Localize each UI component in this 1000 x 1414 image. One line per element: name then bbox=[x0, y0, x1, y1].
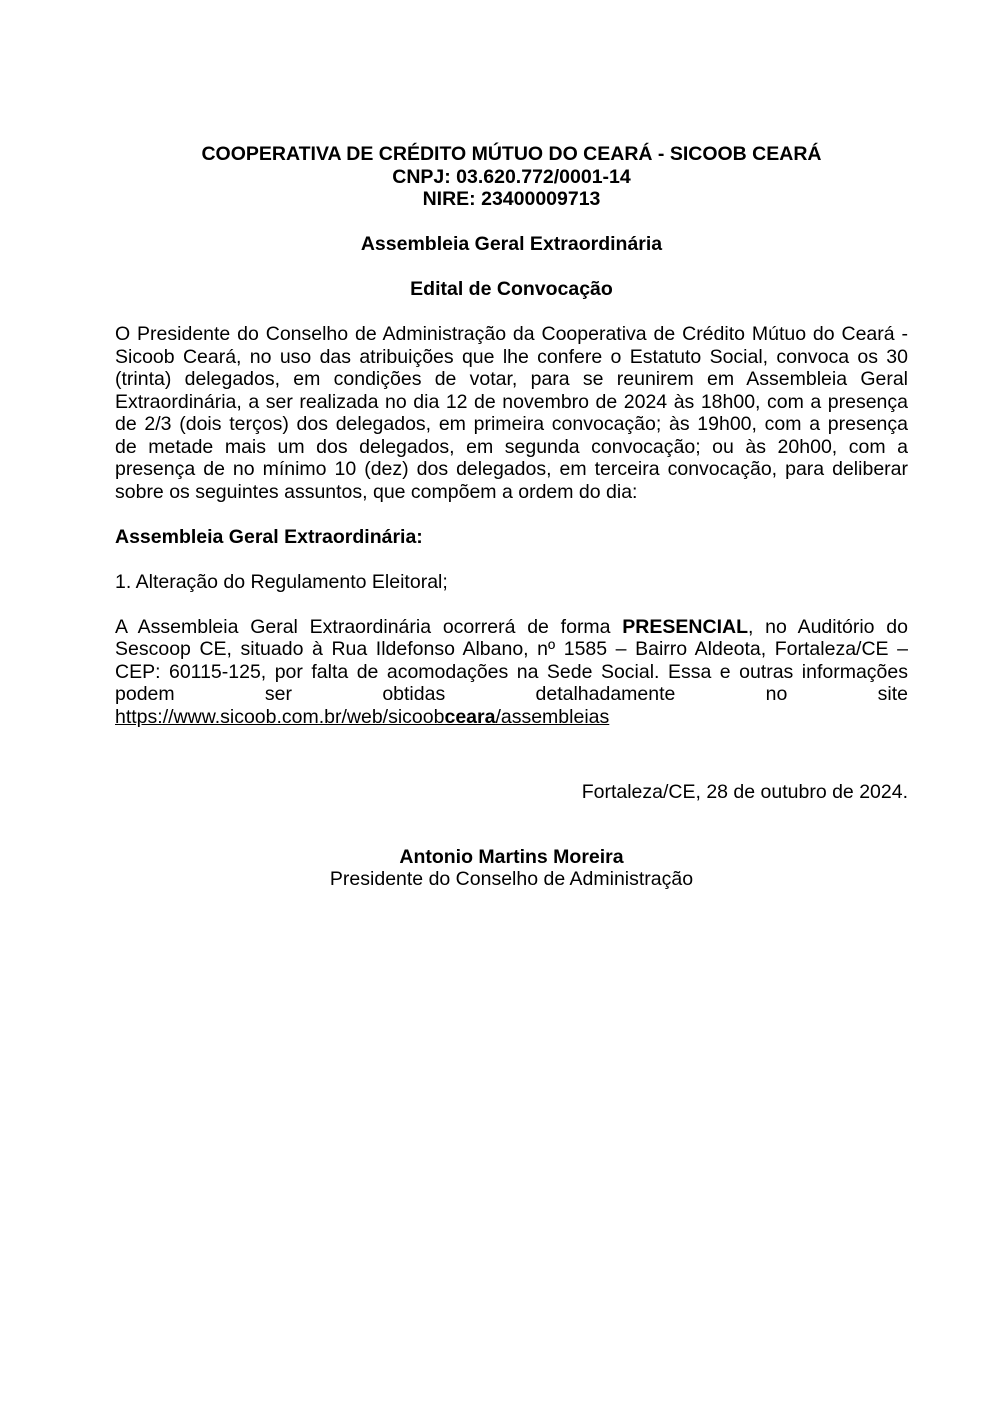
text-line bbox=[115, 481, 908, 504]
text-line bbox=[115, 368, 908, 391]
assemblies-link[interactable] bbox=[115, 706, 609, 728]
text-line bbox=[115, 661, 908, 684]
text-segment: Sicoob Ceará, no uso das atribuições que lhe confere o Estatuto Social, convoca os 30 bbox=[115, 345, 908, 368]
text-segment: , no Auditório do bbox=[747, 615, 908, 638]
text-line bbox=[115, 346, 908, 369]
text-line bbox=[115, 638, 908, 661]
text-line bbox=[115, 458, 908, 481]
assembly-title: Assembleia Geral Extraordinária bbox=[360, 233, 663, 255]
text-segment: (trinta) delegados, em condições de votar, para se reunirem em Assembleia Geral bbox=[115, 368, 908, 390]
edital-title: Edital de Convocação bbox=[410, 278, 613, 300]
text-segment: A Assembleia Geral Extraordinária ocorrerá de forma bbox=[115, 615, 623, 638]
text-segment: de metade mais um dos delegados, em segunda convocação; ou às 20h00, com a bbox=[115, 435, 908, 458]
text-segment: O Presidente do Conselho de Administração da Cooperativa de Crédito Mútuo do Ceará - bbox=[115, 323, 908, 345]
text-line bbox=[115, 391, 908, 414]
text-segment: Sescoop CE, situado à Rua Ildefonso Albano, nº 1585 – Bairro Aldeota, Fortaleza/CE – bbox=[115, 638, 908, 660]
agenda-heading: Assembleia Geral Extraordinária: bbox=[115, 525, 423, 548]
text-line bbox=[115, 683, 908, 706]
text-segment[interactable]: ceara bbox=[444, 705, 496, 728]
text-segment: podem ser obtidas detalhadamente no site bbox=[115, 683, 908, 705]
text-segment: PRESENCIAL bbox=[622, 615, 748, 638]
intro-paragraph bbox=[115, 323, 908, 503]
text-line bbox=[115, 413, 908, 436]
org-name: COOPERATIVA DE CRÉDITO MÚTUO DO CEARÁ - SICOOB CEARÁ bbox=[201, 143, 822, 165]
text-line bbox=[115, 436, 908, 459]
text-segment: sobre os seguintes assuntos, que compõem a ordem do dia: bbox=[115, 480, 638, 503]
text-segment: Extraordinária, a ser realizada no dia 12 de novembro de 2024 às 18h00, com a presença bbox=[115, 390, 908, 413]
text-segment: presença de no mínimo 10 (dez) dos delegados, em terceira convocação, para deliberar bbox=[115, 458, 908, 480]
signature-name: Antonio Martins Moreira bbox=[399, 845, 624, 868]
date-line: Fortaleza/CE, 28 de outubro de 2024. bbox=[581, 780, 908, 803]
agenda-item-1: 1. Alteração do Regulamento Eleitoral; bbox=[115, 570, 448, 593]
text-line bbox=[115, 706, 908, 729]
org-nire: NIRE: 23400009713 bbox=[422, 188, 601, 210]
location-paragraph bbox=[115, 616, 908, 729]
text-segment[interactable]: /assembleias bbox=[495, 705, 610, 728]
signature-role: Presidente do Conselho de Administração bbox=[329, 868, 694, 890]
org-cnpj: CNPJ: 03.620.772/0001-14 bbox=[392, 165, 631, 188]
text-line bbox=[115, 616, 908, 639]
text-segment[interactable]: https://www.sicoob.com.br/web/sicoob bbox=[115, 705, 445, 728]
text-segment: de 2/3 (dois terços) dos delegados, em primeira convocação; às 19h00, com a presença bbox=[115, 413, 908, 435]
text-segment: CEP: 60115-125, por falta de acomodações na Sede Social. Essa e outras informações bbox=[115, 660, 908, 683]
text-line bbox=[115, 323, 908, 346]
